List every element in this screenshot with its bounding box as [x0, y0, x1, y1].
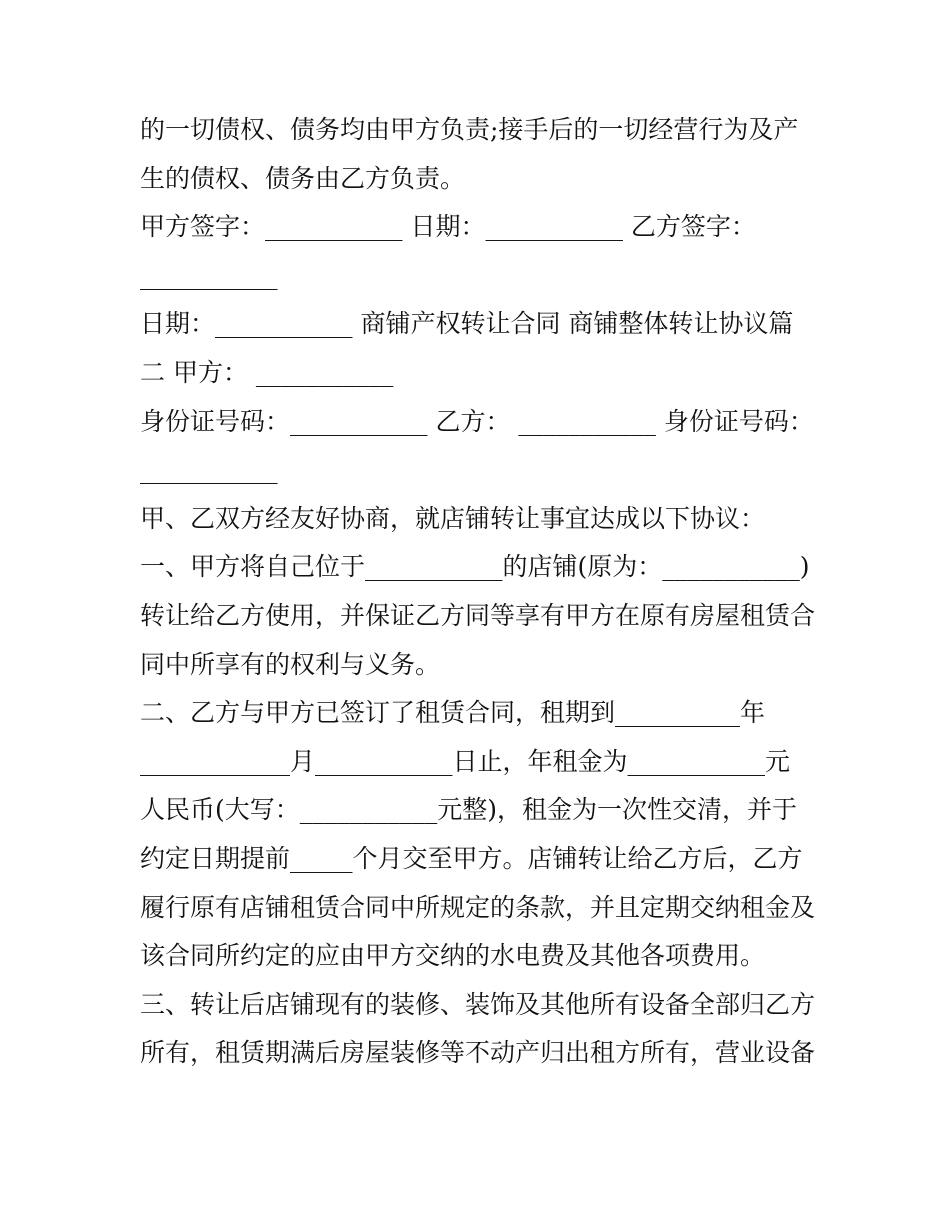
clause-three: 三、转让后店铺现有的装修、装饰及其他所有设备全部归乙方: [140, 989, 816, 1019]
clause-one: 一、甲方将自己位于___________的店铺(原为：___________): [140, 552, 810, 582]
text-line: 该合同所约定的应由甲方交纳的水电费及其他各项费用。: [140, 941, 766, 971]
text-line: 身份证号码：___________ 乙方： ___________ 身份证号码：: [140, 406, 814, 436]
text-line: 履行原有店铺租赁合同中所规定的条款，并且定期交纳租金及: [140, 892, 816, 922]
text-line: ____________月___________日止，年租金为___________元: [140, 746, 791, 776]
text-line: 转让给乙方使用，并保证乙方同等享有甲方在原有房屋租赁合: [140, 600, 816, 630]
clause-two: 二、乙方与甲方已签订了租赁合同，租期到__________年: [140, 698, 766, 728]
id-blank: ___________: [140, 455, 278, 485]
text-line: 的一切债权、债务均由甲方负责;接手后的一切经营行为及产: [140, 115, 799, 144]
text-line: 同中所享有的权利与义务。: [140, 649, 441, 679]
text-line: 日期：___________ 商铺产权转让合同 商铺整体转让协议篇: [140, 309, 794, 339]
text-line: 人民币(大写：___________元整)，租金为一次性交清，并于: [140, 795, 798, 825]
text-line: 生的债权、债务由乙方负责。: [140, 163, 466, 193]
text-line: 所有，租赁期满后房屋装修等不动产归出租方所有，营业设备: [140, 1038, 816, 1068]
text-line: 二 甲方： ___________: [140, 357, 394, 387]
signature-line: 甲方签字：___________ 日期：___________ 乙方签字：: [140, 212, 756, 242]
text-line: 甲、乙双方经友好协商，就店铺转让事宜达成以下协议：: [140, 503, 766, 533]
contract-body: [140, 106, 830, 1078]
text-line: 约定日期提前_____个月交至甲方。店铺转让给乙方后，乙方: [140, 843, 803, 873]
signature-blank: ___________: [140, 260, 278, 290]
